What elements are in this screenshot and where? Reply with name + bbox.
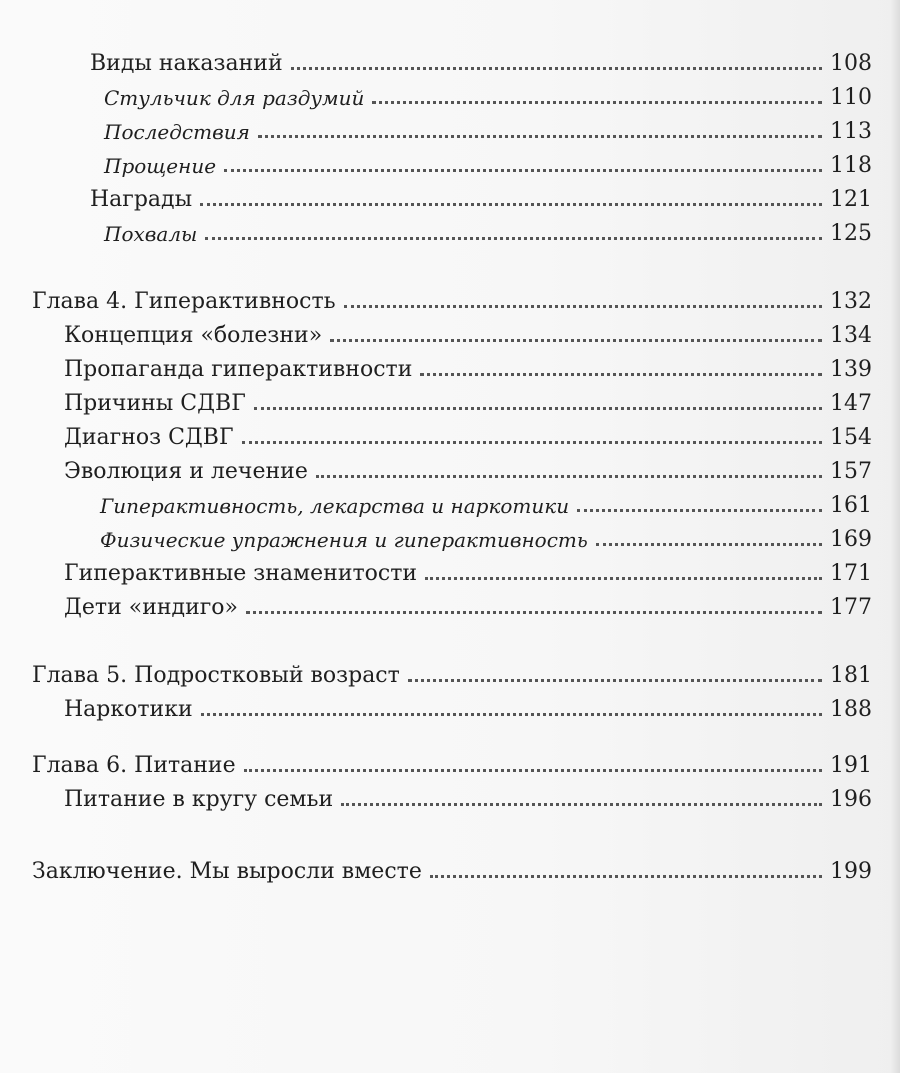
leader-dots [425,576,822,580]
toc-chapter [32,654,872,688]
toc-entry-title: Наркотики [64,696,193,722]
toc-entry [64,348,872,382]
toc-entry-title: Гиперактивность, лекарства и наркотики [100,494,570,518]
toc-entry-page: 199 [830,858,872,884]
toc-entry-page: 181 [830,662,872,688]
toc-entry-title: Глава 5. Подростковый возраст [32,662,400,688]
toc-entry-page: 157 [830,458,872,484]
toc-entry-title: Заключение. Мы выросли вместе [32,858,422,884]
toc-entry-page: 177 [830,594,872,620]
toc-entry-title: Стульчик для раздумий [104,86,365,110]
toc-entry-title: Диагноз СДВГ [64,424,234,450]
toc-entry-title: Похвалы [104,222,198,246]
leader-dots [330,338,822,342]
toc-entry-title: Виды наказаний [90,50,283,76]
toc-entry-page: 188 [830,696,872,722]
toc-entry [64,314,872,348]
toc-entry-title: Последствия [104,120,250,144]
toc-entry [64,552,872,586]
leader-dots [316,474,822,478]
leader-dots [291,66,822,70]
toc-entry-title: Эволюция и лечение [64,458,308,484]
leader-dots [242,440,822,444]
toc-subentry [100,518,872,552]
toc-entry-title: Причины СДВГ [64,390,246,416]
leader-dots [200,202,822,206]
toc-entry-title: Прощение [104,154,217,178]
toc-entry-page: 169 [830,526,872,552]
toc-entry-page: 134 [830,322,872,348]
leader-dots [577,508,822,512]
toc-entry [64,382,872,416]
toc-entry-page: 161 [830,492,872,518]
toc-entry [64,778,872,812]
leader-dots [224,168,822,172]
toc-entry-page: 154 [830,424,872,450]
leader-dots [408,678,822,682]
leader-dots [254,406,822,410]
leader-dots [246,610,822,614]
toc-entry-page: 121 [830,186,872,212]
leader-dots [258,134,822,138]
toc-entry-page: 196 [830,786,872,812]
toc-entry-title: Физические упражнения и гиперактивность [100,528,588,552]
toc-subentry [104,76,872,110]
leader-dots [372,100,822,104]
toc-entry-page: 132 [830,288,872,314]
toc-entry-title: Гиперактивные знаменитости [64,560,418,586]
toc-entry-page: 118 [830,152,872,178]
toc-entry-page: 139 [830,356,872,382]
toc-entry-page: 110 [830,84,872,110]
toc-entry-title: Глава 6. Питание [32,752,236,778]
leader-dots [205,236,822,240]
leader-dots [596,542,822,546]
toc-chapter [32,850,872,884]
leader-dots [430,874,822,878]
toc-subentry [100,484,872,518]
toc-entry [90,178,872,212]
toc-chapter [32,744,872,778]
toc-subentry [104,212,872,246]
toc-entry-page: 191 [830,752,872,778]
toc-entry-page: 113 [830,118,872,144]
toc-entry-title: Глава 4. Гиперактивность [32,288,336,314]
toc-subentry [104,144,872,178]
toc-entry [64,450,872,484]
toc-subentry [104,110,872,144]
toc-entry-title: Концепция «болезни» [64,322,323,348]
toc-entry-title: Награды [90,186,193,212]
toc-entry-page: 108 [830,50,872,76]
leader-dots [420,372,822,376]
toc-entry-page: 125 [830,220,872,246]
toc-entry [64,416,872,450]
leader-dots [341,802,822,806]
toc-entry-page: 147 [830,390,872,416]
leader-dots [201,712,822,716]
toc-entry-title: Дети «индиго» [64,594,238,620]
leader-dots [344,304,822,308]
toc-entry [64,688,872,722]
toc-entry-title: Питание в кругу семьи [64,786,334,812]
toc-entry-page: 171 [830,560,872,586]
leader-dots [244,768,822,772]
toc-entry-title: Пропаганда гиперактивности [64,356,413,382]
toc-entry [90,42,872,76]
toc-entry [64,586,872,620]
toc-chapter [32,280,872,314]
